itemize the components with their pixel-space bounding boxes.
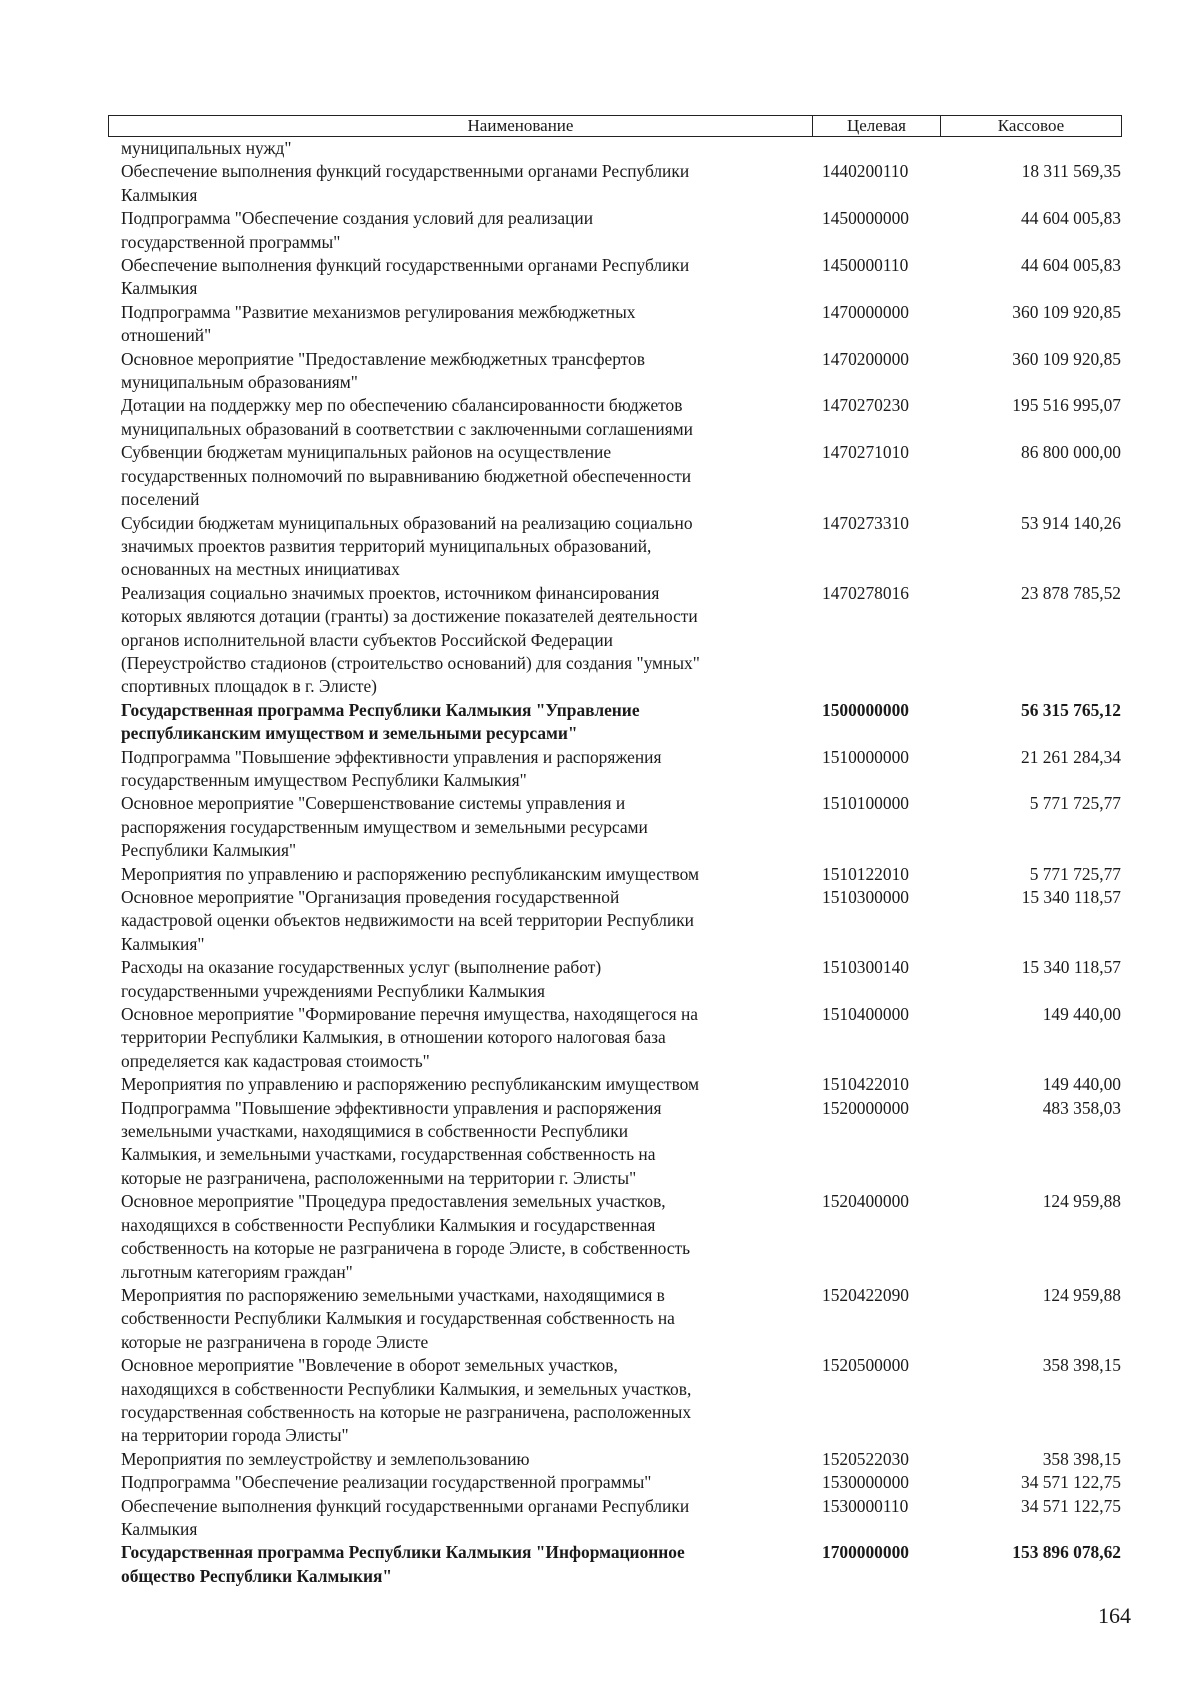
table-row (121, 863, 1121, 886)
row-name: Дотации на поддержку мер по обеспечению сбалансированности бюджетов муниципальных образований в соответствии с заключенными соглашениями (121, 395, 693, 439)
table-row (121, 512, 1121, 582)
table-row (121, 301, 1121, 348)
table-row (121, 582, 1121, 699)
row-cash-amount: 44 604 005,83 (1021, 255, 1121, 276)
row-cash-amount: 153 896 078,62 (1012, 1542, 1121, 1563)
row-cash-amount: 15 340 118,57 (1021, 957, 1121, 978)
table-row (121, 441, 1121, 511)
table-row (121, 394, 1121, 441)
row-name: Обеспечение выполнения функций государственными органами Республики Калмыкия (121, 255, 690, 299)
table-row (121, 792, 1121, 862)
row-cash-amount: 124 959,88 (1042, 1284, 1121, 1305)
row-cash-amount: 149 440,00 (1042, 1004, 1121, 1025)
row-cash-amount: 86 800 000,00 (1021, 442, 1121, 463)
header-code: Целевая (813, 116, 941, 136)
row-target-code: 1520000000 (822, 1097, 909, 1118)
row-cash-amount: 358 398,15 (1042, 1448, 1121, 1469)
table-row (121, 1448, 1121, 1471)
table-row (121, 746, 1121, 793)
table-row (121, 956, 1121, 1003)
table-header (108, 115, 1122, 137)
row-cash-amount: 5 771 725,77 (1029, 793, 1121, 814)
row-cash-amount: 34 571 122,75 (1021, 1472, 1121, 1493)
row-cash-amount: 56 315 765,12 (1021, 699, 1121, 720)
row-name: Мероприятия по управлению и распоряжению республиканским имуществом (121, 863, 700, 884)
table-row (121, 1003, 1121, 1073)
row-cash-amount: 358 398,15 (1042, 1355, 1121, 1376)
row-cash-amount: 5 771 725,77 (1029, 863, 1121, 884)
page-number: 164 (1098, 1603, 1131, 1628)
row-cash-amount: 360 109 920,85 (1012, 301, 1121, 322)
row-cash-amount: 44 604 005,83 (1021, 208, 1121, 229)
table-row (121, 1471, 1121, 1494)
row-cash-amount: 21 261 284,34 (1021, 746, 1121, 767)
row-name: Субвенции бюджетам муниципальных районов на осуществление государственных полномочий по выравниванию бюджетной обеспеченности поселений (121, 442, 692, 510)
row-name: Мероприятия по распоряжению земельными участками, находящимися в собственности Республики Калмыкия и государственная собственность на которые не разграничена в городе Элисте (121, 1284, 675, 1352)
header-name: Наименование (109, 116, 813, 136)
row-target-code: 1510122010 (822, 863, 909, 884)
row-cash-amount: 483 358,03 (1042, 1097, 1121, 1118)
row-target-code: 1510300000 (822, 887, 909, 907)
row-target-code: 1470200000 (822, 348, 909, 369)
row-target-code: 1510422010 (822, 1074, 909, 1095)
row-name: Подпрограмма "Обеспечение реализации государственной программы" (121, 1472, 652, 1493)
table-row (121, 1190, 1121, 1284)
row-name: Субсидии бюджетам муниципальных образований на реализацию социально значимых проектов развития территорий муниципальных образований, основанных на местных инициативах (121, 512, 693, 580)
table-row (121, 1495, 1121, 1542)
row-cash-amount: 149 440,00 (1042, 1074, 1121, 1095)
row-name: Подпрограмма "Обеспечение создания условий для реализации государственной программы" (121, 208, 594, 252)
row-name: Основное мероприятие "Организация проведения государственной кадастровой оценки объектов недвижимости на всей территории Республики Калмыкия" (121, 887, 694, 954)
table-row (121, 160, 1121, 207)
row-name: Мероприятия по управлению и распоряжению республиканским имуществом (121, 1074, 700, 1095)
table-row (121, 1284, 1121, 1354)
row-target-code: 1440200110 (822, 161, 909, 182)
row-target-code: 1700000000 (822, 1542, 909, 1563)
row-cash-amount: 15 340 118,57 (1021, 887, 1121, 907)
row-name: Основное мероприятие "Вовлечение в оборот земельных участков, находящихся в собственности Республики Калмыкия, и земельных участков, государственная собственность на которые не разграничена, расположенных на территории города Элисты" (121, 1355, 692, 1446)
row-cash-amount: 360 109 920,85 (1012, 348, 1121, 369)
row-name: Подпрограмма "Повышение эффективности управления и распоряжения государственным имуществом Республики Калмыкия" (121, 746, 662, 790)
table-row (121, 348, 1121, 395)
row-target-code: 1470270230 (822, 395, 909, 416)
row-target-code: 1520522030 (822, 1448, 909, 1469)
row-name: Государственная программа Республики Калмыкия "Управление республиканским имуществом и земельными ресурсами" (121, 699, 640, 744)
row-name: муниципальных нужд" (121, 138, 292, 158)
header-amount: Кассовое (997, 116, 1065, 135)
row-name: Мероприятия по землеустройству и землепользованию (121, 1448, 530, 1469)
row-target-code: 1450000110 (822, 255, 909, 276)
table-row (121, 1097, 1121, 1191)
row-name: Расходы на оказание государственных услуг (выполнение работ) государственными учреждениями Республики Калмыкия (121, 957, 602, 1001)
row-target-code: 1500000000 (822, 699, 909, 720)
table-row (121, 207, 1121, 254)
table-row (121, 1354, 1121, 1448)
row-cash-amount: 53 914 140,26 (1021, 512, 1121, 533)
row-cash-amount: 124 959,88 (1042, 1191, 1121, 1212)
row-cash-amount: 23 878 785,52 (1021, 582, 1121, 603)
table-row (121, 137, 1121, 160)
table-body (121, 137, 1121, 1588)
row-target-code: 1530000000 (822, 1472, 909, 1493)
table-row (121, 699, 1121, 746)
row-name: Основное мероприятие "Формирование перечня имущества, находящегося на территории Республики Калмыкия, в отношении которого налоговая база определяется как кадастровая стоимость" (121, 1004, 699, 1071)
table-row (121, 1541, 1121, 1588)
row-target-code: 1520500000 (822, 1355, 909, 1376)
row-cash-amount: 18 311 569,35 (1021, 161, 1121, 182)
row-name: Основное мероприятие "Предоставление межбюджетных трансфертов муниципальным образованиям" (121, 348, 645, 393)
row-target-code: 1470000000 (822, 301, 909, 322)
row-target-code: 1520422090 (822, 1284, 909, 1305)
row-target-code: 1470278016 (822, 582, 909, 603)
row-cash-amount: 34 571 122,75 (1021, 1495, 1121, 1516)
row-name: Реализация социально значимых проектов, источником финансирования которых являются дотации (гранты) за достижение показателей деятельности органов исполнительной власти субъектов Российской Федерации (Переустройство стадионов (строительство оснований) для создания "умных" спортивных площадок в г. Элисте) (121, 582, 700, 697)
row-target-code: 1510300140 (822, 957, 909, 978)
row-name: Обеспечение выполнения функций государственными органами Республики Калмыкия (121, 161, 690, 205)
row-target-code: 1530000110 (822, 1495, 909, 1516)
row-cash-amount: 195 516 995,07 (1012, 395, 1121, 416)
row-target-code: 1470271010 (822, 442, 909, 463)
row-target-code: 1450000000 (822, 208, 909, 229)
row-target-code: 1520400000 (822, 1191, 909, 1212)
table-row (121, 1073, 1121, 1096)
row-name: Обеспечение выполнения функций государственными органами Республики Калмыкия (121, 1495, 690, 1539)
row-name: Подпрограмма "Развитие механизмов регулирования межбюджетных отношений" (121, 301, 636, 346)
table-row (121, 886, 1121, 956)
row-name: Государственная программа Республики Калмыкия "Информационное общество Республики Калмыкия" (121, 1542, 685, 1586)
table-row (121, 254, 1121, 301)
row-target-code: 1510400000 (822, 1004, 909, 1025)
row-target-code: 1510100000 (822, 793, 909, 814)
row-name: Подпрограмма "Повышение эффективности управления и распоряжения земельными участками, находящимися в собственности Республики Калмыкия, и земельными участками, государственная собственность на которые не разграничена, расположенными на территории г. Элисты" (121, 1097, 662, 1188)
row-target-code: 1470273310 (822, 512, 909, 533)
row-name: Основное мероприятие "Процедура предоставления земельных участков, находящихся в собственности Республики Калмыкия и государственная собственность на которые не разграничена в городе Элисте, в собственность льготным категориям граждан" (121, 1191, 691, 1282)
row-target-code: 1510000000 (822, 746, 909, 767)
row-name: Основное мероприятие "Совершенствование системы управления и распоряжения государственным имуществом и земельными ресурсами Республики Калмыкия" (121, 793, 648, 861)
